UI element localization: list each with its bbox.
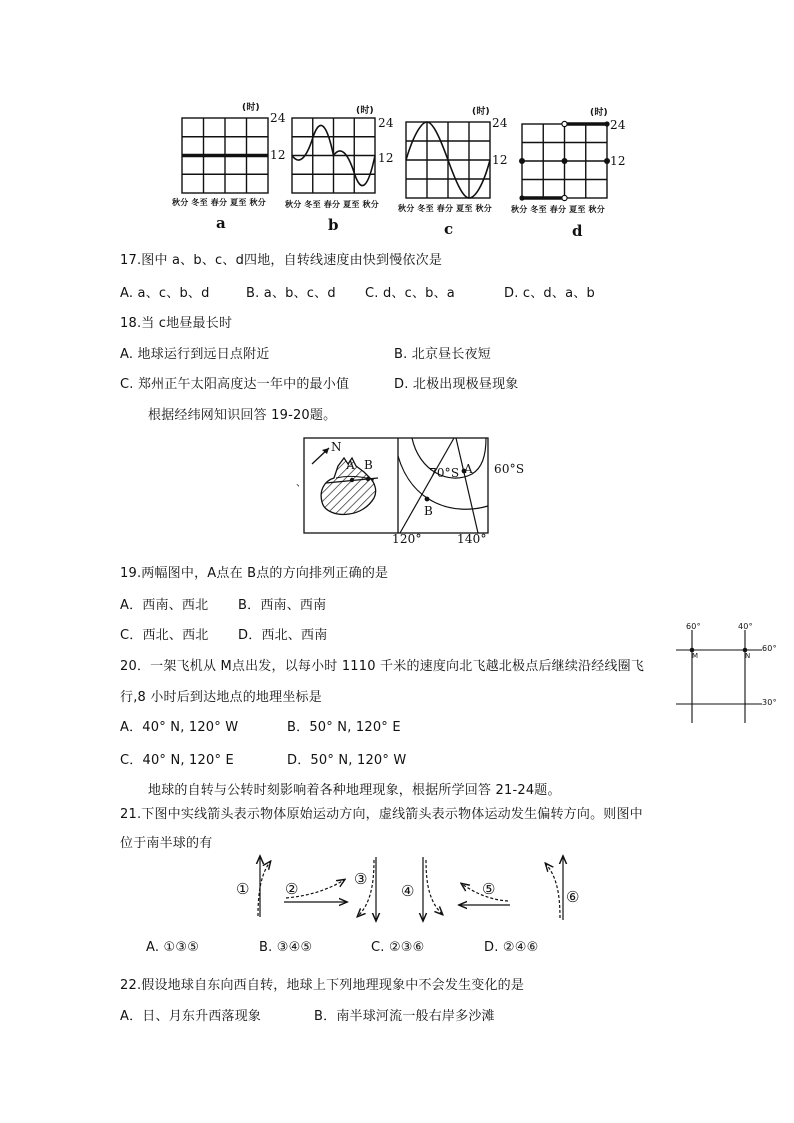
graph-a-x-axis: 秋分 冬至 春分 夏至 秋分	[172, 198, 266, 207]
q17-option-a: A. a、c、b、d	[120, 286, 210, 301]
daylight-graphs-figure	[170, 98, 630, 248]
arrow-num-6: ⑥	[566, 888, 580, 906]
q17-stem: 17.图中 a、b、c、d四地，自转线速度由快到慢依次是	[120, 253, 443, 268]
graph-c-y24: 24	[492, 116, 508, 130]
graph-b-grid	[292, 118, 375, 193]
q20-option-c: C．40° N, 120° E	[120, 753, 234, 768]
q19-option-d: D．西北、西南	[238, 628, 328, 643]
map-lat70-label: 70°S	[429, 466, 460, 480]
q18-option-a: A. 地球运行到远日点附近	[120, 347, 270, 362]
graph-a-letter: a	[216, 214, 226, 232]
q19-option-b: B．西南、西南	[238, 598, 327, 613]
grid-lon40-label: 40°	[738, 622, 753, 631]
graph-d-y12: 12	[610, 154, 626, 168]
graticule-map-figure	[294, 436, 525, 548]
q22-option-b: B．南半球河流一般右岸多沙滩	[314, 1009, 495, 1024]
mn-grid-svg	[672, 620, 782, 725]
graph-d-x-axis: 秋分 冬至 春分 夏至 秋分	[511, 205, 605, 214]
q18-option-d: D. 北极出现极昼现象	[394, 377, 519, 392]
q19-option-a: A．西南、西北	[120, 598, 209, 613]
graph-a-grid	[182, 118, 268, 193]
q19-stem: 19.两幅图中，A点在 B点的方向排列正确的是	[120, 566, 389, 581]
graph-c-grid	[406, 122, 490, 198]
graph-b-x-axis: 秋分 冬至 春分 夏至 秋分	[285, 200, 379, 209]
graph-d-hour-label: (时)	[590, 108, 608, 118]
q21-option-c: C. ②③⑥	[371, 940, 425, 955]
map-left-a-label: A	[346, 458, 355, 472]
grid-n-label: N	[745, 652, 751, 660]
map-right-a-label: A	[464, 462, 473, 476]
q17-option-c: C. d、c、b、a	[365, 286, 455, 301]
map-lon140-label: 140°	[457, 532, 487, 546]
q20-option-b: B．50° N, 120° E	[287, 720, 401, 735]
graph-a-y12: 12	[270, 148, 286, 162]
q19-option-c: C．西北、西北	[120, 628, 209, 643]
q20-stem-line1: 20．一架飞机从 M点出发，以每小时 1110 千米的速度向北飞越北极点后继续沿经线圈飞	[120, 659, 645, 674]
q17-option-d: D. c、d、a、b	[504, 286, 595, 301]
map-lat60-label: 60°S	[494, 462, 525, 476]
q17-option-b: B. a、b、c、d	[246, 286, 336, 301]
q21-option-a: A. ①③⑤	[146, 940, 200, 955]
grid-lon60-label: 60°	[686, 622, 701, 631]
q21-stem-line1: 21.下图中实线箭头表示物体原始运动方向，虚线箭头表示物体运动发生偏转方向。则图中	[120, 807, 643, 822]
q22-option-a: A．日、月东升西落现象	[120, 1009, 262, 1024]
mn-grid-figure	[672, 620, 782, 725]
graph-b-y12: 12	[378, 151, 394, 165]
q21-option-d: D. ②④⑥	[484, 940, 539, 955]
map-north-label: N	[331, 440, 342, 454]
intro-19-20: 根据经纬网知识回答 19-20题。	[148, 408, 337, 423]
q21-option-b: B. ③④⑤	[259, 940, 313, 955]
deflection-arrows-figure	[228, 852, 598, 927]
graph-c-letter: c	[444, 220, 454, 238]
graph-c-hour-label: (时)	[472, 107, 490, 117]
grid-m-label: M	[692, 652, 699, 660]
graph-a-hour-label: (时)	[242, 103, 260, 113]
q20-option-a: A．40° N, 120° W	[120, 720, 239, 735]
grid-lat60-label: 60°	[762, 644, 777, 653]
map-left-b-label: B	[364, 458, 374, 472]
q20-option-d: D．50° N, 120° W	[287, 753, 407, 768]
q18-stem: 18.当 c地昼最长时	[120, 316, 233, 331]
arrow-num-1: ①	[236, 880, 250, 898]
graph-a-y24: 24	[270, 111, 286, 125]
q18-option-c: C. 郑州正午太阳高度达一年中的最小值	[120, 377, 350, 392]
arrow-num-2: ②	[285, 880, 299, 898]
arrow-num-3: ③	[354, 870, 368, 888]
intro-21-24: 地球的自转与公转时刻影响着各种地理现象，根据所学回答 21-24题。	[148, 783, 561, 798]
arrow-num-4: ④	[401, 882, 415, 900]
graph-b-letter: b	[328, 216, 339, 234]
graph-b-hour-label: (时)	[356, 106, 374, 116]
map-lon120-label: 120°	[392, 532, 422, 546]
graph-c-y12: 12	[492, 153, 508, 167]
graph-c-x-axis: 秋分 冬至 春分 夏至 秋分	[398, 204, 492, 213]
graph-d-letter: d	[572, 222, 583, 240]
q21-stem-line2: 位于南半球的有	[120, 836, 213, 851]
q20-stem-line2: 行,8 小时后到达地点的地理坐标是	[120, 690, 322, 705]
grid-lat30-label: 30°	[762, 698, 777, 707]
q18-option-b: B. 北京昼长夜短	[394, 347, 491, 362]
arrow-num-5: ⑤	[482, 880, 496, 898]
daylight-graphs-svg	[170, 98, 630, 248]
graph-d-y24: 24	[610, 118, 626, 132]
q22-stem: 22.假设地球自东向西自转，地球上下列地理现象中不会发生变化的是	[120, 978, 525, 993]
map-right-b-label: B	[424, 504, 434, 518]
map-stray-mark: 、	[296, 478, 307, 489]
graph-b-y24: 24	[378, 116, 394, 130]
